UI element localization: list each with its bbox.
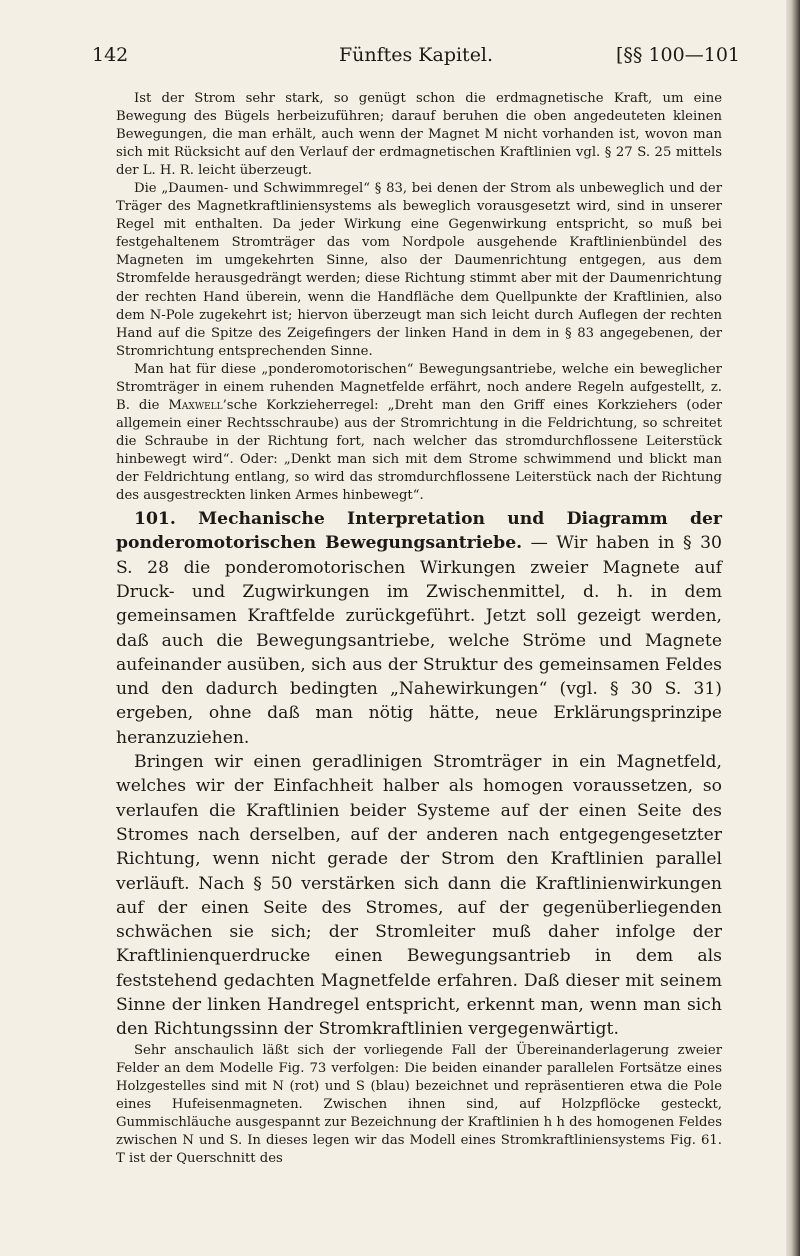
- section-reference: [§§ 100—101: [616, 44, 740, 66]
- paragraph-5: Bringen wir einen geradlinigen Stromträger in ein Magnetfeld, welches wir der Einfachheit halber als homogen voraussetzen, so verlaufen die Kraftlinien beider Systeme auf der einen Seite des Stromes nach derselben, auf der anderen nach entgegengesetzter Richtung, wenn nicht gerade der Strom den Kraftlinien parallel verläuft. Nach § 50 verstärken sich dann die Kraftlinienwirkungen auf der einen Seite des Stromes, auf der gegenüberliegenden schwächen sie sich; der Stromleiter muß daher infolge der Kraftlinienquerdrucke einen Bewegungsantrieb in dem als feststehend gedachten Magnetfelde erfahren. Daß dieser mit seinem Sinne der linken Handregel entspricht, erkennt man, wenn man sich den Richtungssinn der Stromkraftlinien vergegenwärtigt.: [116, 752, 722, 1040]
- chapter-title: Fünftes Kapitel.: [338, 44, 494, 66]
- maxwell-name: Maxwell: [168, 397, 223, 413]
- section-101-paragraph: [116, 507, 722, 750]
- page-body: [116, 90, 722, 1168]
- paragraph-3-part-b: ’sche Korkzieherregel: „Dreht man den Griff eines Korkziehers (oder allgemein einer Rechtsschraube) aus der Stromrichtung in die Feldrichtung, so schreitet die Schraube in der Richtung fort, nach welcher das stromdurchflossene Leiterstück hinbewegt wird“. Oder: „Denkt man sich mit dem Strome schwimmend und blickt man der Feldrichtung entlang, so wird das stromdurchflossene Leiterstück nach der Richtung des ausgestreckten linken Armes hinbewegt“.: [116, 397, 722, 504]
- paragraph-1: Ist der Strom sehr stark, so genügt schon die erdmagnetische Kraft, um eine Bewegung des Bügels herbeizuführen; darauf beruhen die oben angedeuteten kleinen Bewegungen, die man erhält, auch wenn der Magnet M nicht vorhanden ist, wovon man sich mit Rücksicht auf den Verlauf der erdmagnetischen Kraftlinien vgl. § 27 S. 25 mittels der L. H. R. leicht überzeugt.: [116, 91, 722, 179]
- section-heading: 101. Mechanische Interpretation und Diagramm der ponderomotorischen Bewegungsantriebe.: [116, 509, 722, 554]
- paragraph-3-part-a: Man hat für diese „ponderomotorischen“ Bewegungsantriebe, welche ein beweglicher Stromträger in einem ruhenden Magnetfelde erfährt, noch andere Regeln aufgestellt, z. B. die: [116, 361, 722, 413]
- paragraph-2: Die „Daumen- und Schwimmregel“ § 83, bei denen der Strom als unbeweglich und der Träger des Magnetkraftliniensystems als beweglich vorausgesetzt wird, sind in unserer Regel mit enthalten. Da jeder Wirkung eine Gegenwirkung entspricht, so muß bei festgehaltenem Stromträger das vom Nordpole ausgehende Kraftlinienbündel des Magneten im umgekehrten Sinne, also der Daumenrichtung entgegen, aus dem Stromfelde herausgedrängt werden; diese Richtung stimmt aber mit der Daumenrichtung der rechten Hand überein, wenn die Handfläche dem Quellpunkte der Kraftlinien, also dem N-Pole zugekehrt ist; hiervon überzeugt man sich leicht durch Auflegen der rechten Hand auf die Spitze des Zeigefingers der linken Hand in dem in § 83 angegebenen, der Stromrichtung entsprechenden Sinne.: [116, 181, 722, 359]
- paragraph-3: [116, 361, 722, 505]
- page-number: 142: [92, 44, 129, 66]
- running-header: [92, 44, 740, 70]
- page-edge-shadow: [786, 0, 800, 1256]
- paragraph-6: Sehr anschaulich läßt sich der vorliegende Fall der Übereinanderlagerung zweier Felder an dem Modelle Fig. 73 verfolgen: Die beiden einander parallelen Fortsätze eines Holzgestelles sind mit N (rot) und S (blau) bezeichnet und repräsentieren etwa die Pole eines Hufeisenmagneten. Zwischen ihnen sind, auf Holzpflöcke gesteckt, Gummischläuche ausgespannt zur Bezeichnung der Kraftlinien h h des homogenen Feldes zwischen N und S. In dieses legen wir das Modell eines Stromkraftliniensystems Fig. 61. T ist der Querschnitt des: [116, 1042, 722, 1166]
- paragraph-4: — Wir haben in § 30 S. 28 die ponderomotorischen Wirkungen zweier Magnete auf Druck- und Zugwirkungen im Zwischenmittel, d. h. in dem gemeinsamen Kraftfelde zurückgeführt. Jetzt soll gezeigt werden, daß auch die Bewegungsantriebe, welche Ströme und Magnete aufeinander ausüben, sich aus der Struktur des gemeinsamen Feldes und den dadurch bedingten „Nahewirkungen“ (vgl. § 30 S. 31) ergeben, ohne daß man nötig hätte, neue Erklärungsprinzipe heranzuziehen.: [116, 533, 722, 748]
